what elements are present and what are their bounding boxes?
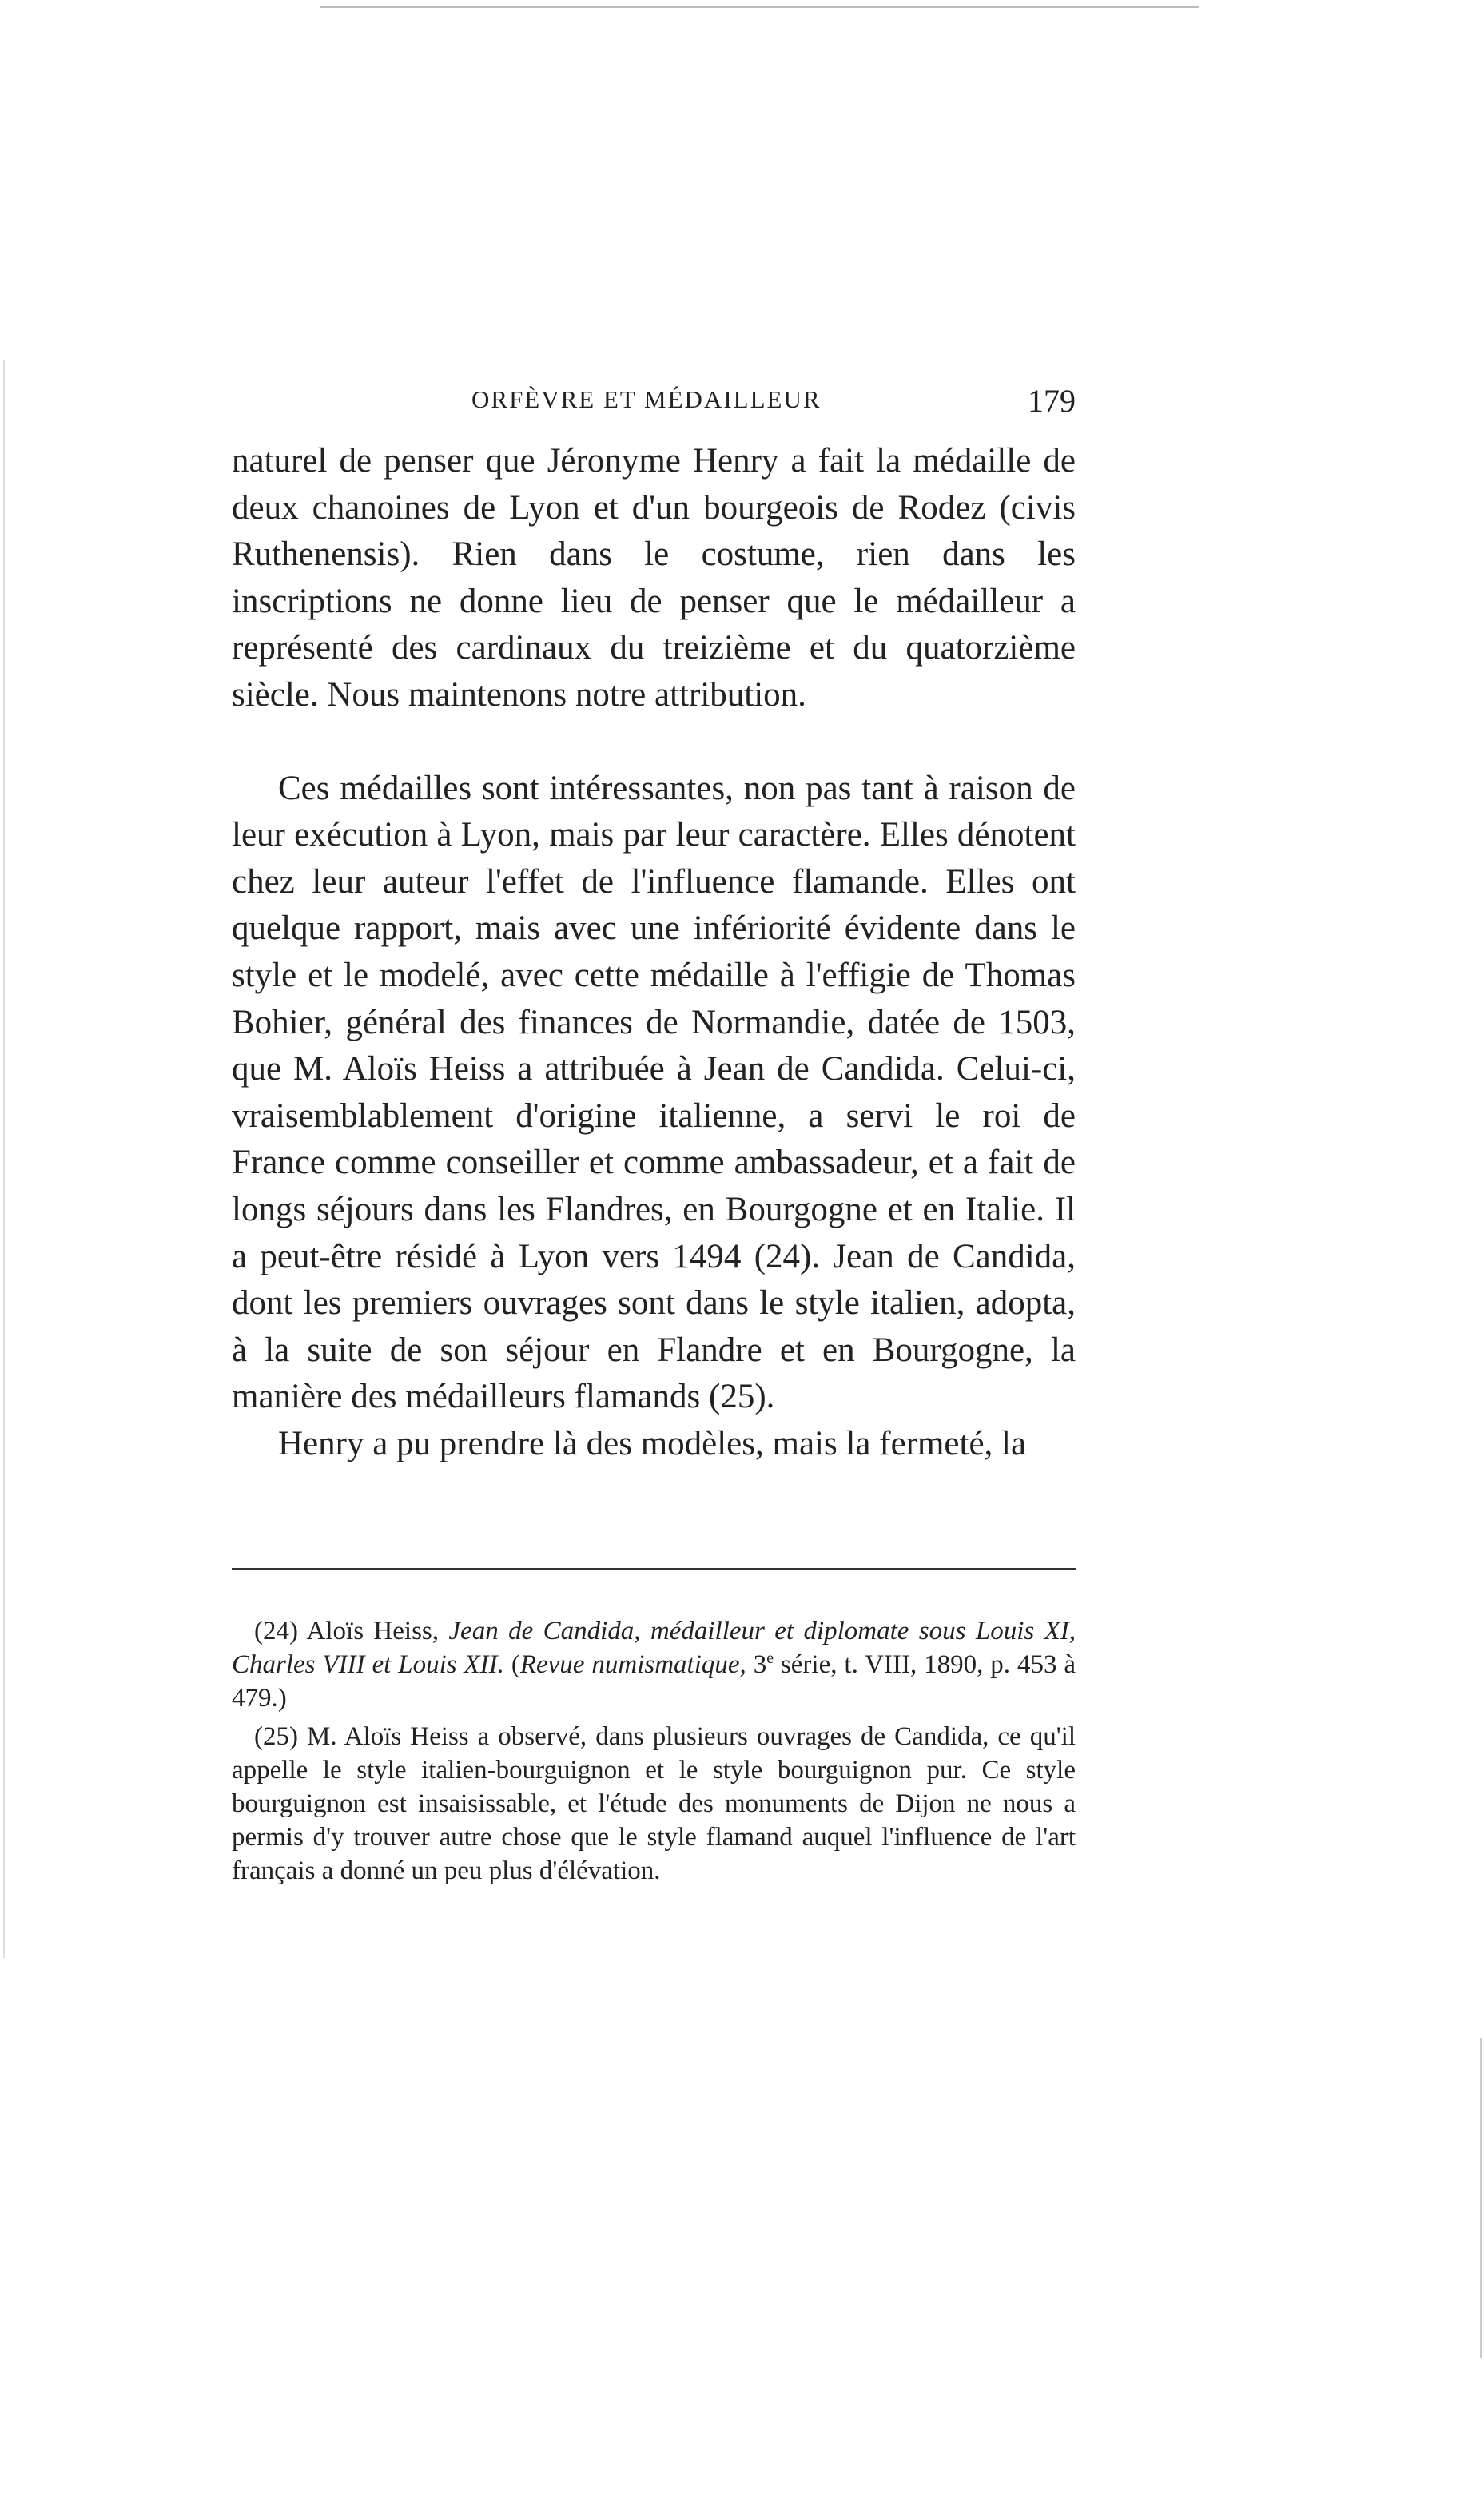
running-head bbox=[232, 382, 1076, 430]
footnote-24-rest: série, t. VIII, 1890, p. 453 à 479.) bbox=[232, 1650, 1076, 1713]
running-title: ORFÈVRE ET MÉDAILLEUR bbox=[471, 385, 822, 413]
scan-border-top bbox=[320, 6, 1199, 8]
scan-border-left bbox=[3, 360, 5, 1958]
footnote-separator bbox=[232, 1568, 1076, 1570]
body-text bbox=[232, 438, 1076, 1467]
footnote-24-journal-open: ( bbox=[511, 1650, 520, 1679]
page-number: 179 bbox=[1028, 383, 1076, 419]
paragraph-1: naturel de penser que Jéronyme Henry a fait la médaille de deux chanoines de Lyon et d'un bourgeois de Rodez (civis Ruthenensis). Rien dans le costume, rien dans les inscriptions ne donne lieu de penser que le médailleur a représenté des cardinaux du treizième et du quatorzième siècle. Nous maintenons notre attribution. bbox=[232, 442, 1076, 714]
footnote-24-author: Aloïs Heiss, bbox=[306, 1617, 440, 1645]
scan-border-right bbox=[1480, 2038, 1482, 2358]
paragraph-3: Henry a pu prendre là des modèles, mais la fermeté, la bbox=[278, 1424, 1027, 1462]
footnote-24-number: (24) bbox=[254, 1617, 298, 1645]
footnote-24-series-superscript: e bbox=[766, 1649, 774, 1667]
footnote-24-series-number: 3 bbox=[753, 1650, 767, 1679]
footnote-24 bbox=[232, 1614, 1076, 1715]
footnote-24-journal: Revue numismatique, bbox=[519, 1650, 746, 1679]
footnote-24-title: Jean de Candida, médailleur et diplomate sous Louis XI, Charles VIII et Louis XII. bbox=[232, 1617, 1076, 1679]
footnotes bbox=[232, 1614, 1076, 1888]
footnote-25: (25) M. Aloïs Heiss a observé, dans plusieurs ouvrages de Candida, ce qu'il appelle le style italien-bourguignon et le style bourguignon pur. Ce style bourguignon est insaisissable, et l'étude des monuments de Dijon ne nous a permis d'y trouver autre chose que le style flamand auquel l'influence de l'art français a donné un peu plus d'élévation. bbox=[232, 1722, 1076, 1885]
paragraph-2: Ces médailles sont intéressantes, non pas tant à raison de leur exécution à Lyon, mais par leur caractère. Elles dénotent chez leur auteur l'effet de l'influence flamande. Elles ont quelque rapport, mais avec une infériorité évidente dans le style et le modelé, avec cette médaille à l'effigie de Thomas Bohier, général des finances de Normandie, datée de 1503, que M. Aloïs Heiss a attribuée à Jean de Candida. Celui-ci, vraisemblablement d'origine italienne, a servi le roi de France comme conseiller et comme ambassadeur, et a fait de longs séjours dans les Flandres, en Bourgogne et en Italie. Il a peut-être résidé à Lyon vers 1494 (24). Jean de Candida, dont les premiers ouvrages sont dans le style italien, adopta, à la suite de son séjour en Flandre et en Bourgogne, la manière des médailleurs flamands (25). bbox=[232, 769, 1076, 1416]
